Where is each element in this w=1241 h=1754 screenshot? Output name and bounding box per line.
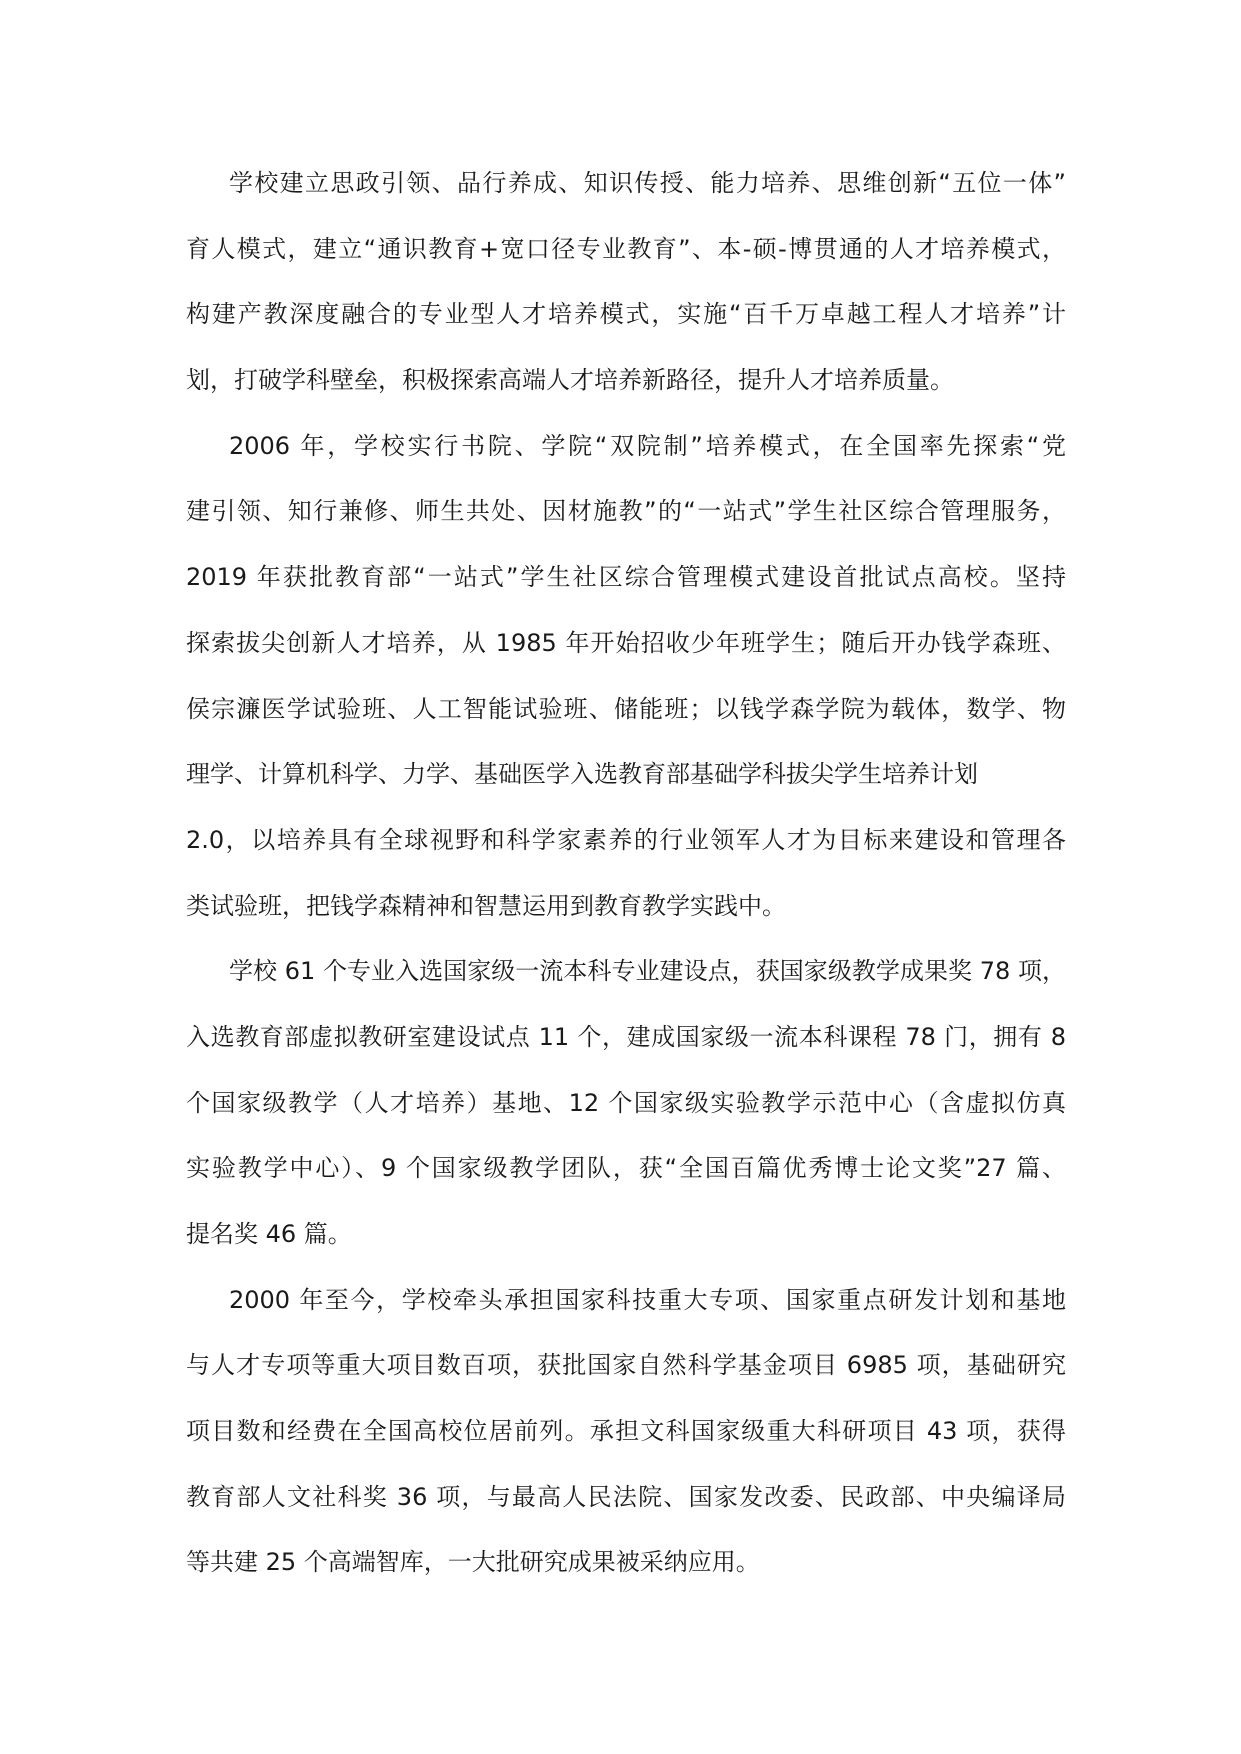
- paragraph-line: 入选教育部虚拟教研室建设试点 11 个，建成国家级一流本科课程 78 门，拥有 8: [186, 1022, 1066, 1051]
- paragraph-line: 学校建立思政引领、品行养成、知识传授、能力培养、思维创新“五位一体”: [229, 169, 1066, 197]
- paragraph-line: 2.0，以培养具有全球视野和科学家素养的行业领军人才为目标来建设和管理各: [186, 825, 1066, 854]
- paragraph-2: [186, 421, 1066, 947]
- paragraph-1: [186, 158, 1066, 421]
- paragraph-line: 教育部人文社科奖 36 项，与最高人民法院、国家发改委、民政部、中央编译局: [186, 1482, 1066, 1511]
- paragraph-line: 侯宗濂医学试验班、人工智能试验班、储能班；以钱学森学院为载体，数学、物: [186, 694, 1066, 723]
- paragraph-line: 划，打破学科壁垒，积极探索高端人才培养新路径，提升人才培养质量。: [186, 366, 954, 395]
- paragraph-3: [186, 946, 1066, 1274]
- paragraph-line: 理学、计算机科学、力学、基础医学入选教育部基础学科拔尖学生培养计划: [186, 760, 978, 789]
- paragraph-line: 项目数和经费在全国高校位居前列。承担文科国家级重大科研项目 43 项，获得: [186, 1417, 1066, 1446]
- paragraph-4: [186, 1275, 1066, 1603]
- paragraph-line: 类试验班，把钱学森精神和智慧运用到教育教学实践中。: [186, 891, 786, 920]
- paragraph-line: 建引领、知行兼修、师生共处、因材施教”的“一站式”学生社区综合管理服务，: [186, 497, 1066, 526]
- paragraph-line: 2000 年至今，学校牵头承担国家科技重大专项、国家重点研发计划和基地: [229, 1285, 1066, 1314]
- paragraph-line: 等共建 25 个高端智库，一大批研究成果被采纳应用。: [186, 1548, 760, 1577]
- paragraph-line: 构建产教深度融合的专业型人才培养模式，实施“百千万卓越工程人才培养”计: [186, 300, 1066, 329]
- paragraph-line: 2019 年获批教育部“一站式”学生社区综合管理模式建设首批试点高校。坚持: [186, 563, 1066, 592]
- paragraph-line: 与人才专项等重大项目数百项，获批国家自然科学基金项目 6985 项，基础研究: [186, 1351, 1066, 1380]
- paragraph-line: 提名奖 46 篇。: [186, 1220, 352, 1248]
- paragraph-line: 探索拔尖创新人才培养，从 1985 年开始招收少年班学生；随后开办钱学森班、: [186, 628, 1066, 657]
- paragraph-line: 育人模式，建立“通识教育+宽口径专业教育”、本-硕-博贯通的人才培养模式，: [186, 234, 1066, 263]
- paragraph-line: 2006 年，学校实行书院、学院“双院制”培养模式，在全国率先探索“党: [229, 431, 1066, 460]
- document-body: [186, 158, 1066, 1603]
- paragraph-line: 个国家级教学（人才培养）基地、12 个国家级实验教学示范中心（含虚拟仿真: [186, 1088, 1066, 1117]
- paragraph-line: 实验教学中心）、9 个国家级教学团队，获“全国百篇优秀博士论文奖”27 篇、: [186, 1154, 1066, 1183]
- paragraph-line: 学校 61 个专业入选国家级一流本科专业建设点，获国家级教学成果奖 78 项，: [229, 957, 1066, 986]
